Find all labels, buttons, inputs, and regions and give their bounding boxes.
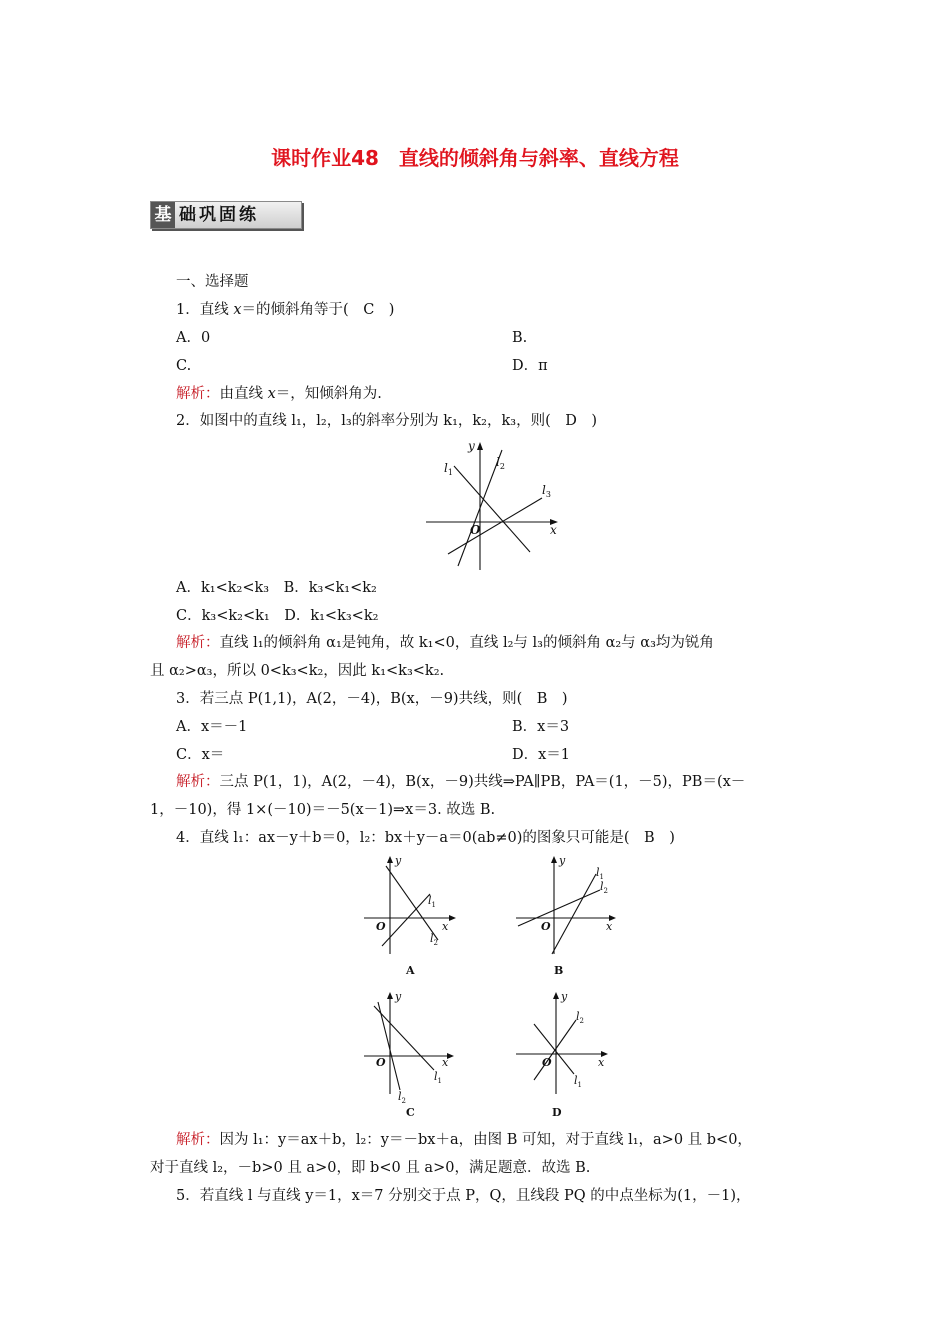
figure-caption-d: D: [552, 1106, 562, 1118]
label-l2: $l_2$: [496, 455, 505, 471]
q1-stem-var: x: [233, 302, 242, 318]
y-label: y: [395, 990, 402, 1003]
label-l3: $l_3$: [542, 483, 551, 499]
line-l2: [518, 890, 600, 926]
y-label: y: [395, 854, 402, 867]
q2-options-cd: C．k₃<k₂<k₁ D．k₁<k₃<k₂: [176, 608, 379, 624]
section-heading: 一、选择题: [176, 274, 249, 290]
q2-stem: 2．如图中的直线 l₁，l₂，l₃的斜率分别为 k₁，k₂，k₃，则( D ): [176, 413, 598, 429]
banner-text: 础巩固练: [179, 205, 259, 225]
line-l2: [378, 1002, 400, 1090]
q4-explanation-2: 对于直线 l₂，－b>0 且 a>0，即 b<0 且 a>0，满足题意．故选 B.: [150, 1160, 591, 1176]
origin-label: O: [376, 920, 386, 933]
q4-exp-text: 因为 l₁：y＝ax＋b，l₂：y＝－bx＋a，由图 B 可知，对于直线 l₁，a>0 且 b<0，: [219, 1132, 752, 1148]
y-label: y: [561, 990, 568, 1003]
origin-label: O: [470, 523, 481, 537]
origin-label: O: [542, 1056, 552, 1069]
q4-explanation-1: [176, 1130, 752, 1150]
label-l2: $l_2$: [398, 1090, 406, 1105]
q4-figure-a: [362, 854, 462, 978]
section-banner: [150, 201, 302, 229]
explanation-label: 解析：: [176, 774, 220, 790]
q1-explanation: [176, 384, 382, 404]
q1-option-c: C.: [176, 358, 192, 374]
page-title: 课时作业48 直线的倾斜角与斜率、直线方程: [271, 146, 679, 170]
line-l3: [448, 498, 542, 554]
x-label: x: [442, 1056, 449, 1069]
explanation-label: 解析：: [176, 1132, 220, 1148]
explanation-label: 解析：: [176, 635, 220, 651]
q3-option-b: B．x＝3: [512, 719, 570, 735]
q4-figure-c: [362, 990, 462, 1118]
origin-label: O: [541, 920, 551, 933]
figure-caption-b: B: [554, 964, 564, 977]
q4-stem: 4．直线 l₁：ax－y＋b＝0，l₂：bx＋y－a＝0(ab≠0)的图象只可能是( B ): [176, 830, 675, 846]
label-l1: $l_1$: [428, 894, 436, 909]
label-l1: $l_1$: [444, 461, 453, 477]
q1-exp-text: 由直线: [219, 386, 268, 402]
q3-explanation-2: 1，－10)，得 1×(－10)＝－5(x－1)⇒x＝3. 故选 B.: [150, 802, 496, 818]
q2-options-ab: A．k₁<k₂<k₃ B．k₃<k₁<k₂: [176, 580, 377, 596]
line-l1: [382, 894, 430, 946]
q1-stem-text2: ＝的倾斜角等于( C ): [241, 302, 395, 318]
line-l1: [454, 466, 530, 552]
y-label: y: [468, 439, 475, 453]
origin-label: O: [376, 1056, 386, 1069]
q1-option-a: A．0: [176, 330, 211, 346]
y-label: y: [559, 854, 566, 867]
label-l2: $l_2$: [576, 1010, 584, 1025]
q3-option-d: D．x＝1: [512, 747, 571, 763]
q3-option-c: C．x＝: [176, 747, 225, 763]
q4-figure-d: [512, 990, 612, 1118]
figure-caption-a: A: [406, 964, 415, 977]
q1-exp-text2: ＝，知倾斜角为.: [275, 386, 382, 402]
q5-stem: 5．若直线 l 与直线 y＝1，x＝7 分别交于点 P，Q，且线段 PQ 的中点坐标为(1，－1)，: [176, 1188, 751, 1204]
label-l1: $l_1$: [434, 1070, 442, 1085]
x-label: x: [598, 1056, 605, 1069]
q3-option-a: A．x＝－1: [176, 719, 248, 735]
banner-first-char: 基: [151, 202, 175, 228]
q1-stem: [176, 300, 394, 320]
line-l1: [552, 874, 596, 954]
x-label: x: [550, 523, 557, 537]
figure-caption-c: C: [406, 1106, 415, 1118]
q1-stem-text: 1．直线: [176, 302, 234, 318]
q4-figure-b: [512, 854, 622, 978]
label-l1: $l_1$: [596, 866, 604, 881]
q2-explanation-2: 且 α₂>α₃，所以 0<k₃<k₂，因此 k₁<k₃<k₂.: [150, 663, 445, 679]
q3-exp-text: 三点 P(1，1)，A(2，－4)，B(x，－9)共线⇒PA∥PB，PA＝(1，－5)，PB＝(x－: [219, 774, 746, 790]
q1-option-b: B.: [512, 330, 528, 346]
q1-option-d: D．π: [512, 358, 548, 374]
x-label: x: [442, 920, 449, 933]
y-arrow: [477, 442, 483, 450]
q3-explanation-1: [176, 772, 745, 792]
explanation-label: 解析：: [176, 386, 220, 402]
q2-explanation-1: [176, 633, 714, 653]
label-l1: $l_1$: [574, 1074, 582, 1089]
q2-exp-text: 直线 l₁的倾斜角 α₁是钝角，故 k₁<0，直线 l₂与 l₃的倾斜角 α₂与 α₃均为锐角: [219, 635, 714, 651]
x-label: x: [606, 920, 613, 933]
label-l2: $l_2$: [430, 932, 438, 947]
q2-figure: [422, 436, 562, 572]
q2-figure-svg: [422, 436, 562, 572]
q3-stem: 3．若三点 P(1,1)，A(2，－4)，B(x，－9)共线，则( B ): [176, 691, 568, 707]
q1-exp-var: x: [267, 386, 276, 402]
label-l2: $l_2$: [600, 880, 608, 895]
line-l2: [534, 1020, 576, 1080]
